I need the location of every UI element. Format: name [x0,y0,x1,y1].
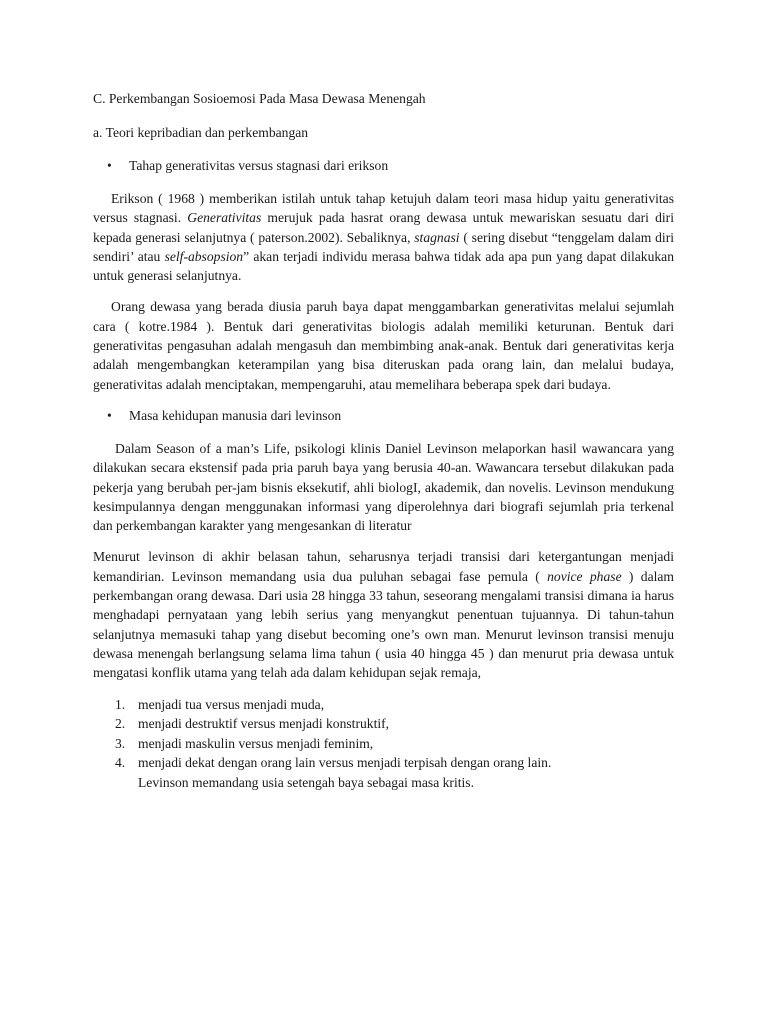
list-number: 2. [115,716,126,732]
list-text: menjadi dekat dengan orang lain versus menjadi terpisah dengan orang lain. [138,755,552,771]
bullet-text: Tahap generativitas versus stagnasi dari erikson [129,158,389,173]
italic-term: self-absopsion [164,248,244,264]
list-text: menjadi tua versus menjadi muda, [138,696,325,712]
list-number: 1. [115,696,126,712]
italic-term: stagnasi [414,229,460,245]
list-number: 4. [115,755,126,771]
paragraph-generativity-forms: Orang dewasa yang berada diusia paruh baya dapat menggambarkan generativitas melalui sejumlah cara ( kotre.1984 ). Bentuk dari generativitas biologis adalah memiliki keturunan. Bentuk dari generativitas pengasuhan adalah mengasuh dan membimbing anak-anak. Bentuk dari generativitas kerja adalah mengembangkan keterampilan yang bisa diteruskan pada orang lain, dan melalui budaya, generativitas adalah menciptakan, mempengaruhi, atau memelihara beberapa spek dari budaya. [93,299,674,392]
text-run: Erikson ( 1968 ) memberikan istilah untuk tahap ketujuh dalam teori masa hidup yaitu generativitas versus stagnasi. [93,191,674,226]
italic-term: Generativitas [187,210,262,226]
paragraph-levinson-transition [93,547,674,682]
list-item [93,734,674,754]
text-run: merujuk pada hasrat orang dewasa untuk mewariskan sesuatu dari diri kepada generasi selanjutnya ( paterson.2002). Sebaliknya, [93,210,674,245]
list-item [93,714,674,734]
paragraph-erikson [93,189,674,285]
bullet-icon: • [107,407,112,423]
paragraph-levinson-study: Dalam Season of a man’s Life, psikologi klinis Daniel Levinson melaporkan hasil wawancara yang dilakukan secara ekstensif pada pria paruh baya yang berusia 40-an. Wawancara tersebut dilakukan pada pekerja yang berubah per-jam bisnis eksekutif, ahli biologI, akademik, dan novelis. Levinson mendukung kesimpulannya dengan menggunakan informasi yang diperolehnya dari biografi sejumlah pria terkenal dan perkembangan karakter yang mengesankan di literatur [93,440,674,534]
list-item [93,753,674,773]
bullet-icon: • [107,158,112,173]
list-text: menjadi maskulin versus menjadi feminim, [138,735,374,751]
bullet-item-erikson [93,156,674,176]
text-run: ” akan terjadi individu merasa bahwa tidak ada apa pun yang dapat dilakukan untuk generasi selanjutnya. [93,248,674,284]
text-run: ( sering disebut “tenggelam dalam diri sendiri’ atau [93,229,675,264]
text-run: Menurut levinson di akhir belasan tahun, seharusnya terjadi transisi dari ketergantungan menjadi kemandirian. Levinson memandang usia dua puluhan sebagai fase pemula ( [93,549,674,584]
bullet-item-levinson [93,406,674,426]
list-number: 3. [115,735,126,751]
conflict-list [93,695,674,773]
list-item [93,695,674,715]
italic-term: novice phase [547,568,622,584]
bullet-text: Masa kehidupan manusia dari levinson [129,407,342,423]
closing-line: Levinson memandang usia setengah baya sebagai masa kritis. [138,774,474,790]
section-heading: C. Perkembangan Sosioemosi Pada Masa Dewasa Menengah [93,91,426,106]
subsection-heading: a. Teori kepribadian dan perkembangan [93,125,309,140]
text-run: ) dalam perkembangan orang dewasa. Dari usia 28 hingga 33 tahun, seseorang mengalami transisi dimana ia harus menghadapi pernyataan yang lebih serius yang menyangkut penentuan tujuannya. Di tahun-tahun selanjutnya memasuki tahap yang disebut becoming one’s own man. Menurut levinson transisi menuju dewasa menengah berlangsung selama lima tahun ( usia 40 hingga 45 ) dan menurut pria dewasa untuk mengatasi konflik utama yang telah ada dalam kehidupan sejak remaja, [93,568,674,681]
list-text: menjadi destruktif versus menjadi konstruktif, [138,716,390,732]
